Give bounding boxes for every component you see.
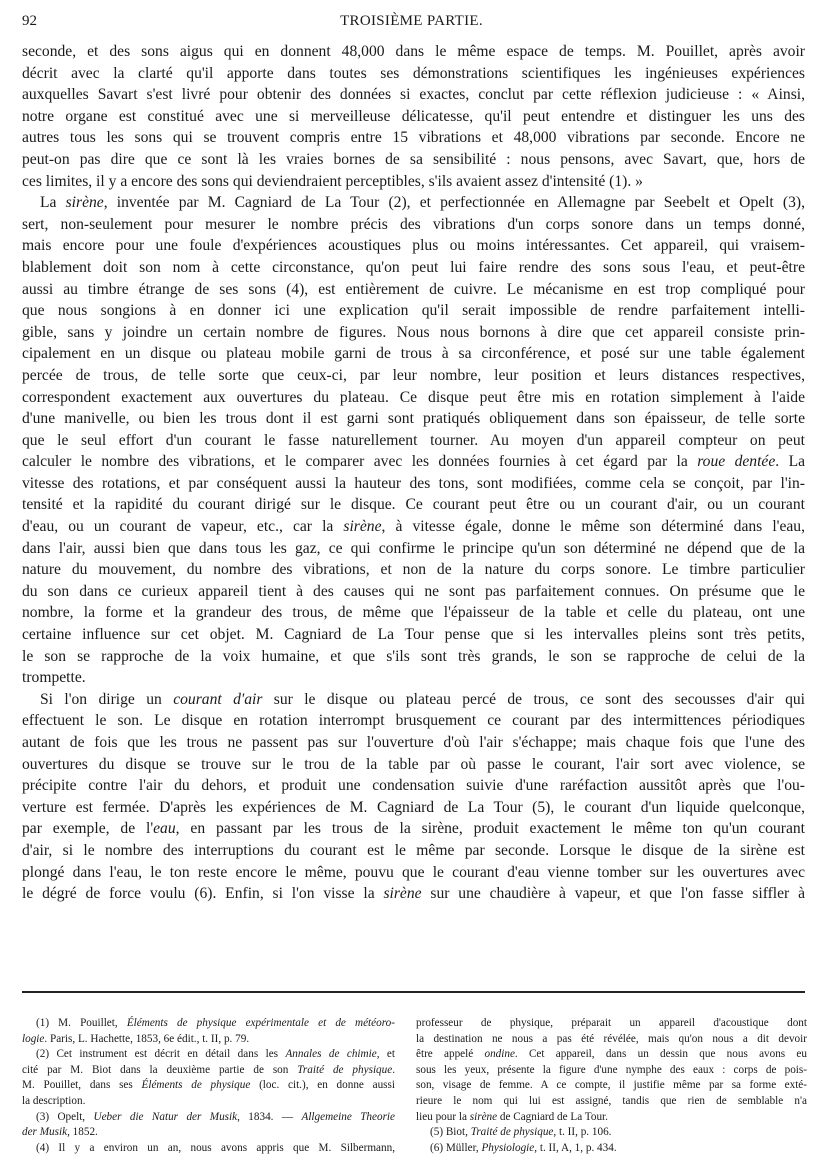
text-run: (5) Biot, <box>430 1126 471 1139</box>
text-line: gible, sans y joindre un certain nombre de figures. Nous nous bornons à dire que cet appareil consiste prin- <box>22 323 805 341</box>
text-line: blablement doit son nom à cette circonstance, qu'on peut lui faire rendre des sons sous l'eau, et peut-être <box>22 258 805 276</box>
footnote-line <box>416 1125 807 1141</box>
text-run: . Cet appareil, dans un dessin que nous avons eu <box>514 1048 807 1061</box>
footnotes-left-column <box>22 1016 395 1156</box>
text-line: plongé dans l'eau, le ton reste encore le même, pouvu que le courant d'eau vienne tomber sur les ouvertures avec <box>22 863 805 881</box>
text-line: vitesse des rotations, et par conséquent aussi la hauteur des tons, sont modifiées, comme cela se conçoit, par l'in- <box>22 474 805 492</box>
footnote-line <box>416 1094 807 1110</box>
text-line: peut-on pas dire que ce sont là les vraies bornes de sa sensibilité : nous pensons, avec Savart, que, hors de <box>22 150 805 168</box>
text-run: rieure le nom qui lui est assigné, tandis que rien de semblable n'a <box>416 1094 807 1107</box>
text-line: seconde, et des sons aigus qui en donnent 48,000 dans le même espace de temps. M. Pouillet, après avoir <box>22 43 805 60</box>
text-line: effectuent le son. Le disque en rotation interrompt brusquement ce courant par des intermittences périodiques <box>22 712 805 730</box>
text-line: que le seul effort d'un courant le fasse naturellement tourner. Au moyen d'un appareil compteur on peut <box>22 431 805 449</box>
text-run: la description. <box>22 1094 86 1107</box>
text-run: , à vitesse égale, donne le même son déterminé dans l'eau, <box>381 518 805 536</box>
text-run: M. Pouillet, dans ses <box>22 1079 142 1092</box>
text-run: par exemple, de l' <box>22 820 154 838</box>
footnote-line <box>22 1094 395 1110</box>
text-run: (3) Opelt, <box>36 1110 94 1123</box>
footnote-line <box>22 1141 395 1157</box>
text-line: d'une manivelle, ou bien les trous dont il est garni sont pratiqués obliquement dans son épaisseur, de telle sorte <box>22 410 805 428</box>
text-run: sur le disque ou plateau percé de trous, ce sont des secousses d'air qui <box>262 690 805 708</box>
italic-text: ondine <box>484 1048 515 1061</box>
text-run: (6) Müller, <box>430 1141 482 1154</box>
text-run: , t. II, A, 1, p. 434. <box>534 1141 617 1154</box>
text-line: percée de trous, de telle sorte que ceux-ci, par leur nombre, leur position et leurs distances respectives, <box>22 366 805 384</box>
italic-text: Éléments de physique <box>141 1079 251 1092</box>
text-line: dans l'air, aussi bien que dans tous les gaz, ce qui confirme le principe qu'un son déterminé ne dépend que de la <box>22 539 805 557</box>
text-line: nombre, la forme et la grandeur des trous, de même que l'épaisseur de la table et celle du plateau, ont une <box>22 604 805 622</box>
italic-text: sirène <box>65 194 104 212</box>
text-run: , 1852. <box>67 1126 98 1139</box>
page-header <box>22 13 801 33</box>
text-run: , t. II, p. 106. <box>553 1126 612 1139</box>
text-line: autant de fois que les trous ne passent pas sur l'ouverture d'où l'air s'échappe; mais chaque fois que l'une des <box>22 734 805 751</box>
text-line <box>22 451 805 473</box>
italic-text: Traité de physique <box>297 1063 393 1076</box>
italic-text: der Musik <box>22 1126 68 1139</box>
footnote-line <box>416 1141 807 1157</box>
footnote-line <box>416 1110 807 1126</box>
italic-text: sirène <box>469 1110 498 1123</box>
text-run: (2) Cet instrument est décrit en détail dans les <box>36 1048 286 1061</box>
footnote-line <box>22 1032 395 1048</box>
text-line: correspondent exactement aux ouvertures du plateau. Ce disque peut être mis en rotation simplement à l'aide <box>22 388 805 406</box>
text-run: d'eau, ou un courant de vapeur, etc., car la <box>22 518 344 536</box>
italic-text: roue dentée <box>697 453 776 471</box>
text-run: la destination ne nous a pas été révélée, mais qu'on nous a dit devoir <box>416 1032 807 1045</box>
text-run: (1) M. Pouillet, <box>36 1017 127 1029</box>
footnote-line <box>22 1125 395 1141</box>
text-line: tensité et la rapidité du courant dirigé sur le disque. Ce courant peut être ou un courant d'air, ou un courant <box>22 496 805 514</box>
text-line: précipite contre l'air du dehors, et produit une condensation suivie d'une raréfaction aussitôt après que l'ou- <box>22 777 805 795</box>
text-line: le son se rapproche de la voix humaine, et que s'ils sont très grands, le son se rapproche de celui de la <box>22 647 805 665</box>
page-number: 92 <box>22 13 37 29</box>
text-run: professeur de physique, préparait un appareil d'acoustique dont <box>416 1017 807 1029</box>
footnote-line <box>22 1047 395 1063</box>
italic-text: eau <box>153 820 176 838</box>
text-line: cipalement en un disque ou plateau mobile garni de trous à sa circonférence, et posé sur une table également <box>22 345 805 363</box>
text-run: . Paris, L. Hachette, 1853, 6e édit., t. II, p. 79. <box>44 1032 250 1045</box>
text-run: La <box>40 194 66 212</box>
text-run: cité par M. Biot dans la deuxième partie de son <box>22 1063 298 1076</box>
text-line: certaine influence sur cet objet. M. Cagniard de La Tour pense que si les intervalles pleins sont très petits, <box>22 626 805 644</box>
body-text <box>22 41 805 905</box>
footnote-line <box>416 1047 807 1063</box>
footnote-rule <box>22 991 805 993</box>
footnote-line <box>22 1016 395 1032</box>
text-run: , 1834. — <box>237 1110 302 1123</box>
text-run: sous les yeux, présente la figure d'une nymphe des eaux : corps de pois- <box>416 1063 807 1076</box>
text-line: nature du mouvement, du nombre des vibrations, et non de la nature du corps sonore. Le timbre particulier <box>22 561 805 579</box>
text-line: du son dans ce curieux appareil tient à des causes qui ne sont pas parfaitement connues. On présume que le <box>22 582 805 600</box>
footnote-line <box>22 1078 395 1094</box>
text-line <box>22 818 805 840</box>
text-run: être appelé <box>416 1048 485 1061</box>
italic-text: Physiologie <box>481 1141 535 1154</box>
text-run: (loc. cit.), en donne aussi <box>250 1079 395 1092</box>
text-line: notre organe est constitué avec une si merveilleuse délicatesse, qu'il peut entendre et distinguer les uns des <box>22 107 805 125</box>
footnote-line <box>416 1032 807 1048</box>
italic-text: Ueber die Natur der Musik <box>93 1110 238 1123</box>
text-run: calculer le nombre des vibrations, et le comparer avec les données fournies à cet égard par la <box>22 453 698 471</box>
text-line: autres tous les sons qui se trouvent compris entre 15 vibrations et 48,000 vibrations par seconde. Encore ne <box>22 129 805 147</box>
text-run: Si l'on dirige un <box>40 690 174 708</box>
text-line: verture est fermée. D'après les expériences de M. Cagniard de La Tour (5), le courant d'un liquide quelconque, <box>22 798 805 816</box>
text-run: , et <box>376 1048 395 1061</box>
running-head: TROISIÈME PARTIE. <box>340 13 483 29</box>
italic-text: Traité de physique <box>470 1126 554 1139</box>
text-line: ces limites, il y a encore des sons qui deviendraient perceptibles, s'ils avaient assez d'intensité (1). » <box>22 172 643 190</box>
text-line: trompette. <box>22 669 86 687</box>
text-run: (4) Il y a environ un an, nous avons appris que M. Silbermann, <box>36 1141 395 1154</box>
text-run: lieu pour la <box>416 1110 470 1123</box>
footnotes-right-column <box>416 1016 807 1156</box>
text-run: son, visage de femme. A ce compte, il justifie même par sa forme exté- <box>416 1079 807 1092</box>
text-run: , inventée par M. Cagniard de La Tour (2), et perfectionnée en Allemagne par Seebelt et Opelt (3), <box>103 194 805 212</box>
text-run: , en passant par les trous de la sirène, produit exactement le même ton qu'un courant <box>175 820 805 838</box>
text-line: mais encore pour une foule d'expériences acoustiques plus ou moins intéressantes. Cet appareil, qui vraisem- <box>22 237 805 255</box>
text-line: décrit avec la clarté qu'il apporte dans toutes ses démonstrations scientifiques les ingénieuses expériences <box>22 64 805 82</box>
footnote-line <box>22 1110 395 1126</box>
text-run: . La <box>775 453 805 471</box>
italic-text: logie <box>22 1032 45 1045</box>
italic-text: sirène <box>343 518 382 536</box>
text-line: aussi au timbre étrange de ses sons (4), est entièrement de cuivre. Le mécanisme en est trop compliqué pour <box>22 280 805 298</box>
italic-text: Éléments de physique expérimentale et de météoro- <box>126 1017 395 1029</box>
text-line: auxquelles Savart s'est livré pour obtenir des données si exactes, conclut par cette réflexion judicieuse : « Ainsi, <box>22 86 805 104</box>
footnote-line <box>416 1016 807 1032</box>
text-run: le dégré de force voulu (6). Enfin, si l'on visse la <box>22 885 384 903</box>
italic-text: sirène <box>383 885 422 903</box>
text-line <box>22 192 805 214</box>
text-line: sert, non-seulement pour mesurer le nombre précis des vibrations d'un corps sonore dans un temps donné, <box>22 215 805 233</box>
text-run: sur une chaudière à vapeur, et que l'on fasse siffler à <box>421 885 805 903</box>
footnote-line <box>22 1063 395 1079</box>
text-run: . <box>392 1063 395 1076</box>
footnote-line <box>416 1063 807 1079</box>
italic-text: Annales de chimie <box>285 1048 377 1061</box>
text-line: d'air, si le nombre des interruptions du courant est le même par seconde. Lorsque le disque de la sirène est <box>22 841 805 859</box>
footnote-line <box>416 1078 807 1094</box>
text-line <box>22 689 805 711</box>
text-line: que nous songions à en donner ici une explication qu'il serait impossible de rendre parfaitement intelli- <box>22 302 805 320</box>
text-line <box>22 516 805 538</box>
text-line: ouvertures du disque se trouve sur le trou de la table par où passe le courant, l'air sort avec violence, se <box>22 755 805 773</box>
text-line <box>22 883 805 905</box>
italic-text: courant d'air <box>173 690 263 708</box>
italic-text: Allgemeine Theorie <box>301 1110 395 1123</box>
text-run: de Cagniard de La Tour. <box>497 1110 608 1123</box>
